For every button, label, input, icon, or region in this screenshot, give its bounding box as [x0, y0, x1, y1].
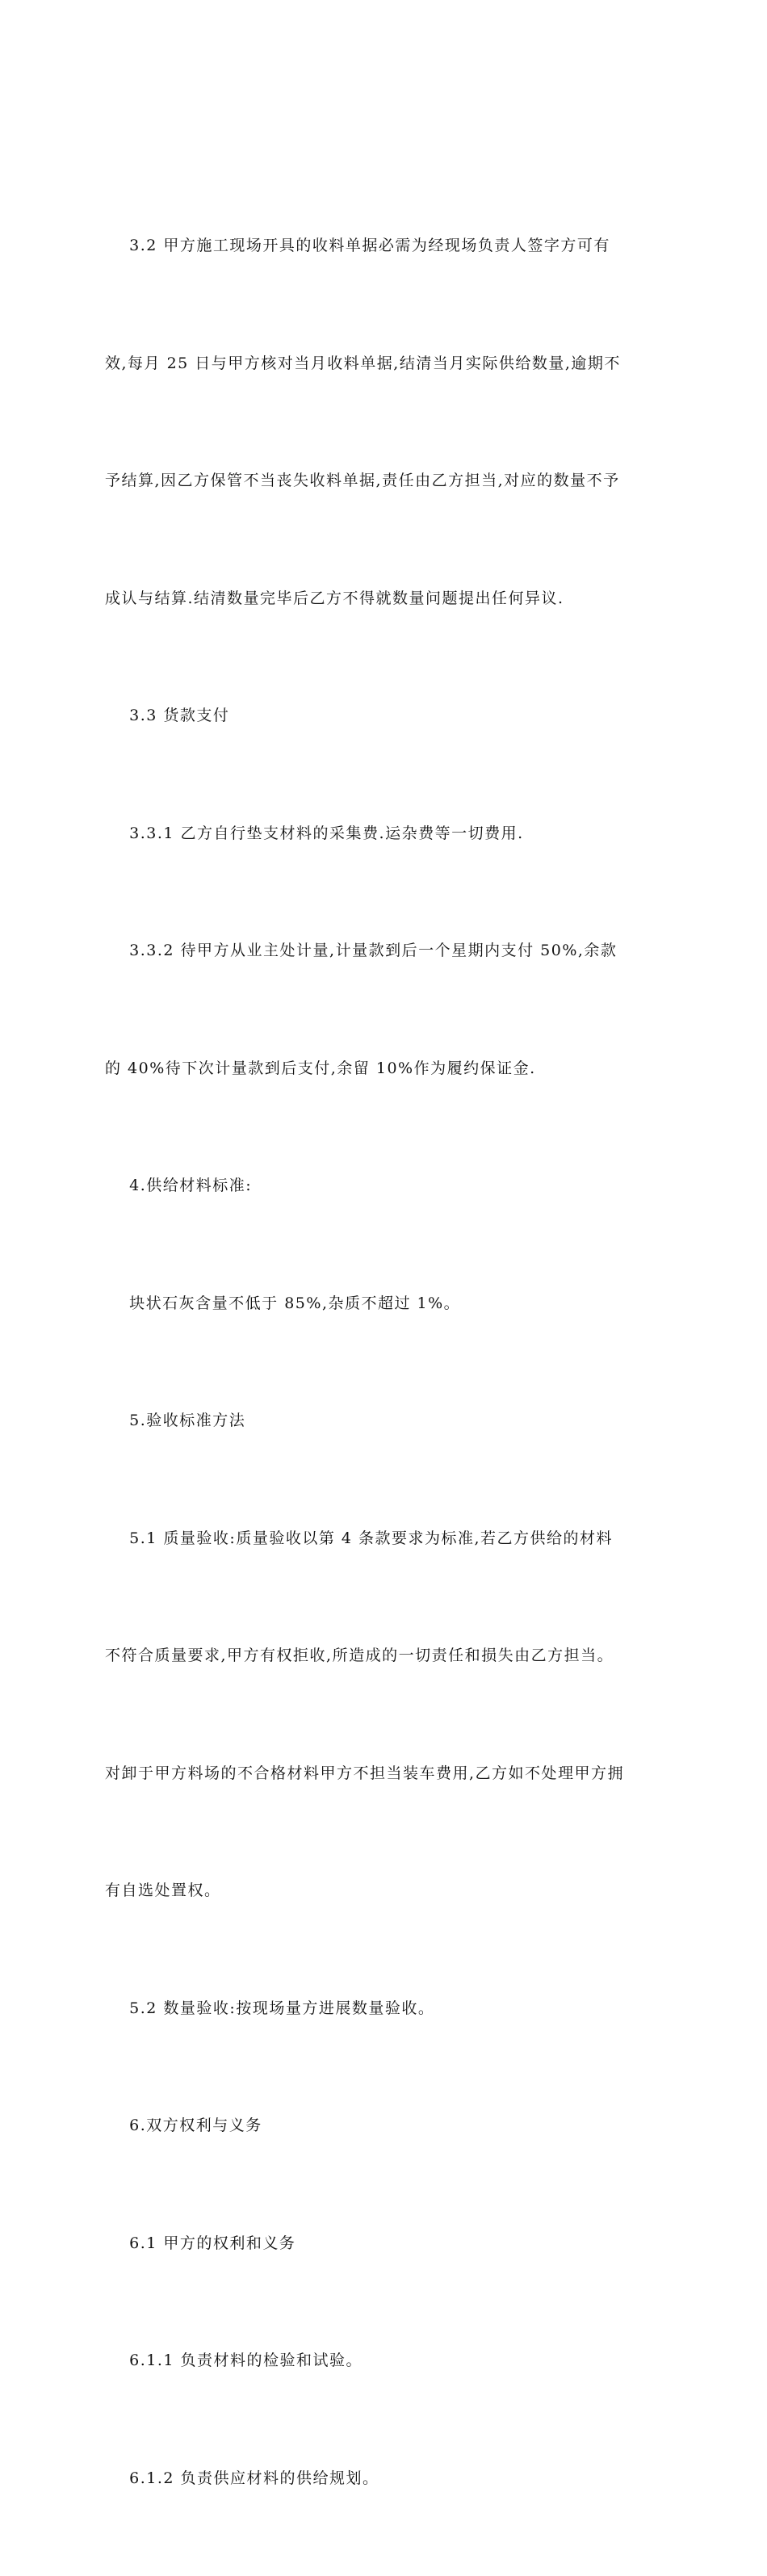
text-line: 6.1.2 负责供应材料的供给规划。	[105, 2469, 379, 2487]
text-line: 有自选处置权。	[105, 1882, 221, 1899]
text-line: 3.3.2 待甲方从业主处计量,计量款到后一个星期内支付 50%,余款	[105, 942, 618, 959]
text-line: 3.2 甲方施工现场开具的收料单据必需为经现场负责人签字方可有	[105, 237, 610, 254]
section-heading: 6.双方权利与义务	[105, 2117, 262, 2134]
section-heading: 4.供给材料标准:	[105, 1177, 253, 1194]
text-line: 块状石灰含量不低于 85%,杂质不超过 1%。	[105, 1294, 461, 1312]
section-heading: 5.验收标准方法	[105, 1412, 246, 1429]
text-line: 5.2 数量验收:按现场量方进展数量验收。	[105, 1999, 435, 2017]
text-line: 5.1 质量验收:质量验收以第 4 条款要求为标准,若乙方供给的材料	[105, 1529, 614, 1547]
document-body	[105, 148, 670, 2576]
text-line: 3.3.1 乙方自行垫支材料的采集费.运杂费等一切费用.	[105, 824, 524, 842]
text-line: 的 40%待下次计量款到后支付,余留 10%作为履约保证金.	[105, 1059, 536, 1077]
text-line: 成认与结算.结清数量完毕后乙方不得就数量问题提出任何异议.	[105, 589, 564, 607]
text-line: 对卸于甲方料场的不合格材料甲方不担当装车费用,乙方如不处理甲方拥	[105, 1764, 625, 1782]
section-heading: 3.3 货款支付	[105, 707, 230, 724]
text-line: 效,每月 25 日与甲方核对当月收料单据,结清当月实际供给数量,逾期不	[105, 354, 621, 372]
text-line: 6.1.1 负责材料的检验和试验。	[105, 2352, 363, 2369]
text-line: 予结算,因乙方保管不当丧失收料单据,责任由乙方担当,对应的数量不予	[105, 472, 620, 489]
text-line: 不符合质量要求,甲方有权拒收,所造成的一切责任和损失由乙方担当。	[105, 1647, 614, 1664]
section-heading: 6.1 甲方的权利和义务	[105, 2234, 296, 2252]
